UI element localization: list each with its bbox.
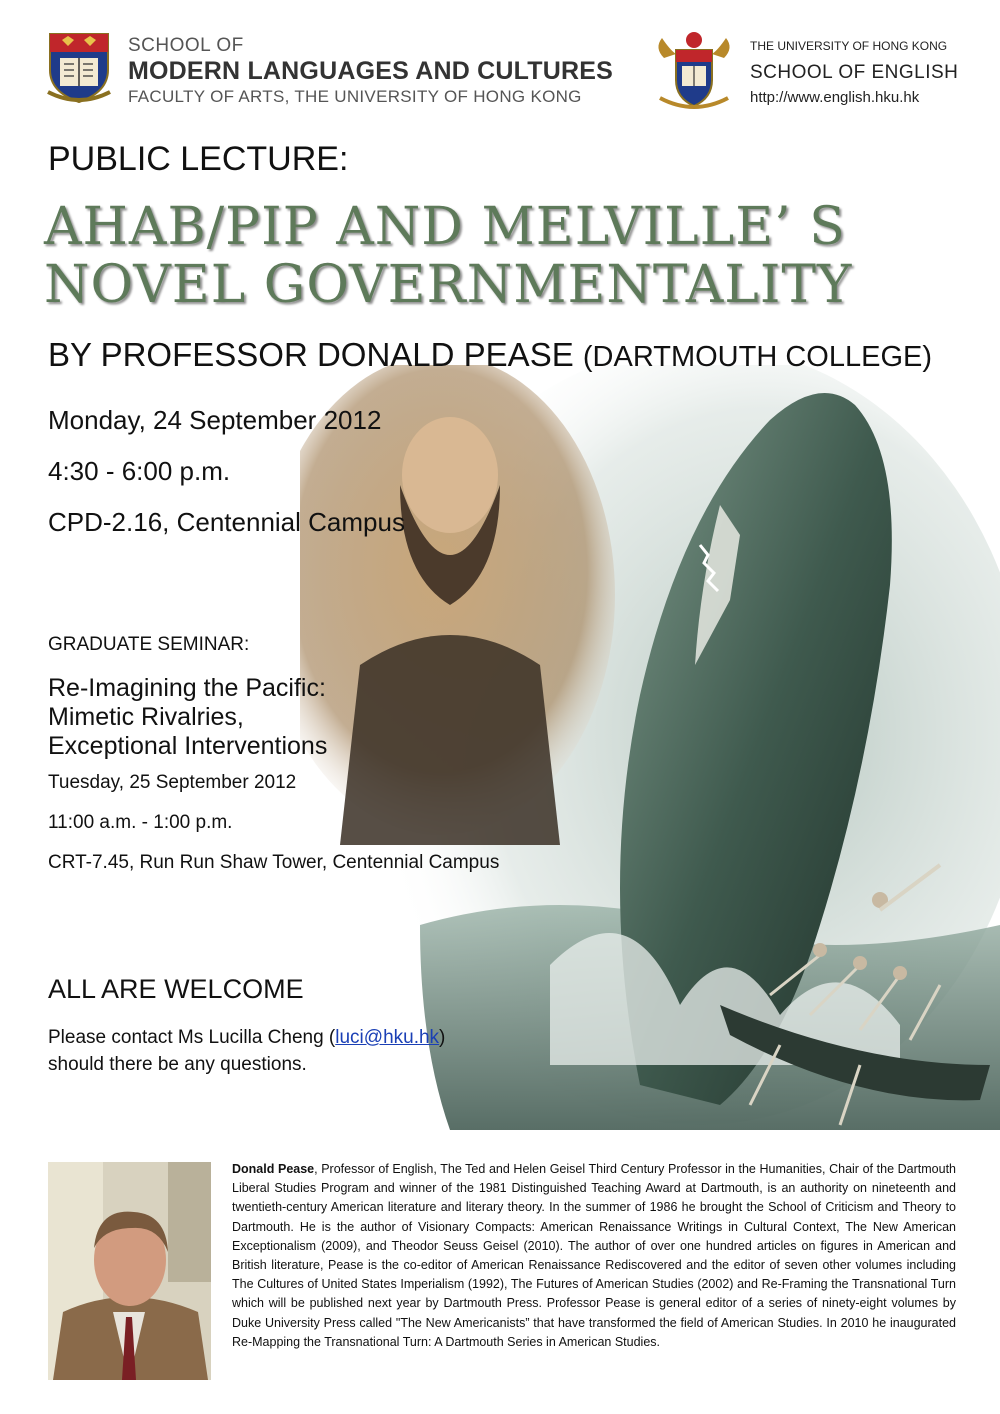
- moby-dick-illustration: [300, 365, 1000, 1130]
- hku-crest-right-logo: [654, 28, 734, 112]
- contact-suffix: ): [439, 1027, 446, 1048]
- seminar-title-line-1: Re-Imagining the Pacific:: [48, 674, 326, 702]
- lecture-title-line-1: AHAB/PIP AND MELVILLE’ S: [44, 197, 846, 257]
- lecture-title-line-2: NOVEL GOVERNMENTALITY: [44, 255, 853, 315]
- lecture-time: 4:30 - 6:00 p.m.: [48, 456, 231, 486]
- seminar-title-line-2: Mimetic Rivalries,: [48, 703, 244, 731]
- lecture-venue: CPD-2.16, Centennial Campus: [48, 507, 405, 537]
- hku-crest-left-logo: [46, 30, 112, 104]
- contact-prefix: Please contact Ms Lucilla Cheng (: [48, 1027, 336, 1048]
- contact-line-2: should there be any questions.: [48, 1054, 307, 1075]
- lecture-title: [44, 198, 852, 314]
- lecture-date: Monday, 24 September 2012: [48, 405, 382, 435]
- school-name: MODERN LANGUAGES AND CULTURES: [128, 57, 613, 85]
- speaker-name: BY PROFESSOR DONALD PEASE: [48, 336, 574, 373]
- contact-email-link[interactable]: luci@hku.hk: [335, 1027, 440, 1048]
- seminar-time: 11:00 a.m. - 1:00 p.m.: [48, 812, 233, 833]
- bio-name: Donald Pease: [232, 1162, 315, 1176]
- seminar-label: GRADUATE SEMINAR:: [48, 634, 250, 655]
- website-link[interactable]: http://www.english.hku.hk: [750, 89, 920, 106]
- speaker-biography: [232, 1160, 956, 1352]
- faculty-line: FACULTY OF ARTS, THE UNIVERSITY OF HONG KONG: [128, 87, 582, 106]
- public-lecture-label: PUBLIC LECTURE:: [48, 140, 349, 178]
- school-line-1: SCHOOL OF: [128, 35, 244, 56]
- all-are-welcome: ALL ARE WELCOME: [48, 974, 304, 1004]
- seminar-title: [48, 674, 327, 761]
- speaker-affiliation: (DARTMOUTH COLLEGE): [582, 341, 932, 373]
- school-of-english: SCHOOL OF ENGLISH: [750, 62, 959, 83]
- speaker-line: [48, 336, 932, 374]
- contact-info: [48, 1024, 445, 1078]
- bio-text: , Professor of English, The Ted and Helen Geisel Third Century Professor in the Humanities, Chair of the Dartmouth Liberal Studies Program and winner of the 1981 Distinguished Teaching Award at Dartmouth, is an authority on nineteenth and twentieth-century American literature and literary theory. In the summer of 1986 he brought the School of Criticism and Theory to Dartmouth. He is the author of Visionary Compacts: American Renaissance Writings in Cultural Context, The New American Exceptionalism (2009), and Theodor Seuss Geisel (2010). The author of over one hundred articles on figures in American and British literature, Pease is the co-editor of American Renaissance Rediscovered and the editor of seven other volumes including The Cultures of United States Imperialism (1992), The Futures of American Studies (2002) and Re-Framing the Transnational Turn which will be published next year by Dartmouth Press. Professor Pease is general editor of a series of ninety-eight volumes by Duke University Press called "The New Americanists” that have transformed the field of American Studies. In 2010 he inaugurated Re-Mapping the Transnational Turn: A Dartmouth Series in American Studies.: [232, 1162, 956, 1349]
- seminar-title-line-3: Exceptional Interventions: [48, 732, 328, 760]
- seminar-date: Tuesday, 25 September 2012: [48, 772, 297, 793]
- university-name: THE UNIVERSITY OF HONG KONG: [750, 39, 948, 53]
- speaker-photo: [48, 1162, 211, 1380]
- seminar-venue: CRT-7.45, Run Run Shaw Tower, Centennial Campus: [48, 852, 500, 873]
